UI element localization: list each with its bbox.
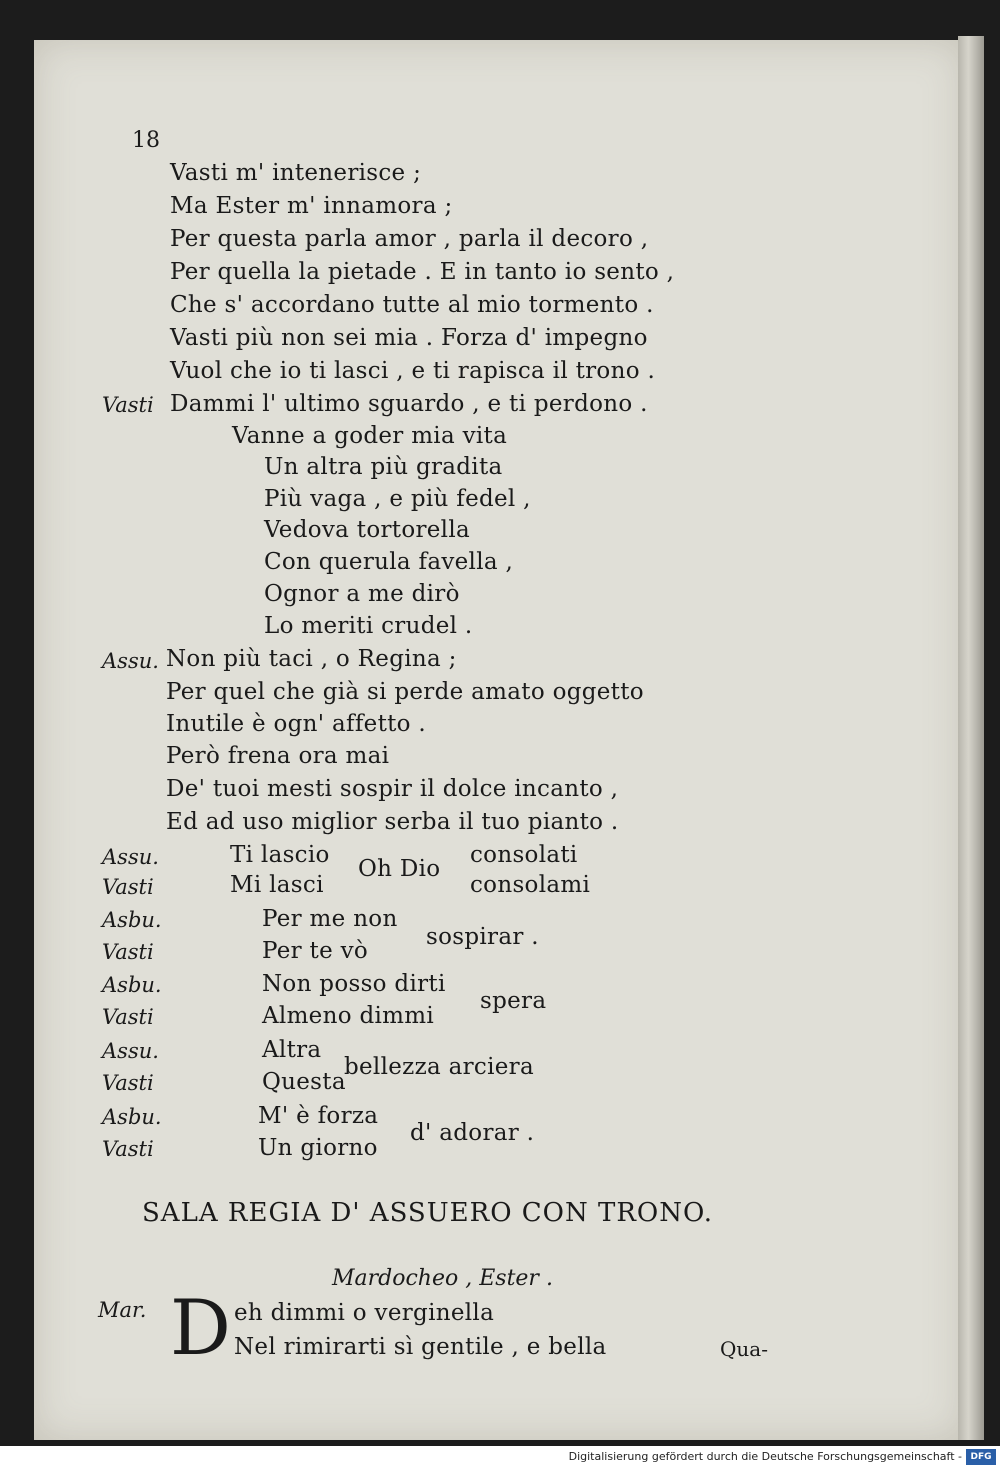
duet-shared: d' adorar .: [410, 1120, 535, 1146]
page-edge: [958, 36, 984, 1440]
aria-line: Vanne a goder mia vita: [232, 423, 508, 449]
speaker-label: Vasti: [102, 875, 154, 899]
character-list: Mardocheo , Ester .: [332, 1266, 553, 1291]
verse-line: Inutile è ogn' affetto .: [166, 711, 427, 737]
duet-line: Questa: [262, 1069, 346, 1095]
speaker-label: Assu.: [102, 1039, 159, 1063]
speaker-label: Mar.: [98, 1298, 147, 1322]
duet-shared: Oh Dio: [358, 856, 441, 882]
aria-line: Con querula favella ,: [264, 549, 514, 575]
verse-line: Ma Ester m' innamora ;: [170, 193, 453, 219]
duet-line: Un giorno: [258, 1135, 378, 1161]
duet-line: consolati: [470, 842, 578, 868]
duet-line: consolami: [470, 872, 591, 898]
duet-shared: spera: [480, 988, 547, 1014]
verse-line: eh dimmi o verginella: [234, 1300, 495, 1326]
duet-line: Ti lascio: [230, 842, 330, 868]
aria-line: Vedova tortorella: [264, 517, 471, 543]
aria-line: Lo meriti crudel .: [264, 613, 473, 639]
verse-line: Per questa parla amor , parla il decoro ,: [170, 226, 649, 252]
duet-line: Mi lasci: [230, 872, 324, 898]
speaker-label: Assu.: [102, 649, 159, 673]
speaker-label: Vasti: [102, 1071, 154, 1095]
duet-line: Altra: [262, 1037, 322, 1063]
verse-line: Ed ad uso miglior serba il tuo pianto .: [166, 809, 619, 835]
verse-line: Che s' accordano tutte al mio tormento .: [170, 292, 654, 318]
aria-line: Ognor a me dirò: [264, 581, 460, 607]
duet-line: Per te vò: [262, 938, 369, 964]
duet-line: Per me non: [262, 906, 398, 932]
duet-shared: bellezza arciera: [344, 1054, 534, 1080]
verse-line: Non più taci , o Regina ;: [166, 646, 457, 672]
drop-initial: D: [170, 1283, 231, 1372]
duet-line: Almeno dimmi: [262, 1003, 435, 1029]
duet-line: M' è forza: [258, 1103, 379, 1129]
duet-shared: sospirar .: [426, 924, 539, 950]
page-number: 18: [132, 128, 160, 153]
speaker-label: Asbu.: [102, 908, 162, 932]
speaker-label: Assu.: [102, 845, 159, 869]
speaker-label: Vasti: [102, 1137, 154, 1161]
catchword: Qua-: [720, 1337, 768, 1361]
verse-line: Vuol che io ti lasci , e ti rapisca il trono .: [170, 358, 656, 384]
duet-line: Non posso dirti: [262, 971, 446, 997]
speaker-label: Vasti: [102, 393, 154, 417]
verse-line: Per quel che già si perde amato oggetto: [166, 679, 644, 705]
verse-line: De' tuoi mesti sospir il dolce incanto ,: [166, 776, 619, 802]
speaker-label: Asbu.: [102, 973, 162, 997]
speaker-label: Vasti: [102, 1005, 154, 1029]
verse-line: Per quella la pietade . E in tanto io sento ,: [170, 259, 675, 285]
verse-line: Nel rimirarti sì gentile , e bella: [234, 1334, 607, 1360]
speaker-label: Asbu.: [102, 1105, 162, 1129]
footer-strip: [0, 1446, 1000, 1469]
verse-line: Dammi l' ultimo sguardo , e ti perdono .: [170, 391, 648, 417]
aria-line: Un altra più gradita: [264, 454, 503, 480]
dfg-logo: DFG: [966, 1449, 996, 1465]
scene-heading: SALA REGIA D' ASSUERO CON TRONO.: [142, 1198, 714, 1228]
speaker-label: Vasti: [102, 940, 154, 964]
verse-line: Vasti più non sei mia . Forza d' impegno: [170, 325, 648, 351]
footer-credit: Digitalisierung gefördert durch die Deutsche Forschungsgemeinschaft -: [568, 1450, 962, 1463]
verse-line: Vasti m' intenerisce ;: [170, 160, 422, 186]
aria-line: Più vaga , e più fedel ,: [264, 486, 531, 512]
verse-line: Però frena ora mai: [166, 743, 390, 769]
